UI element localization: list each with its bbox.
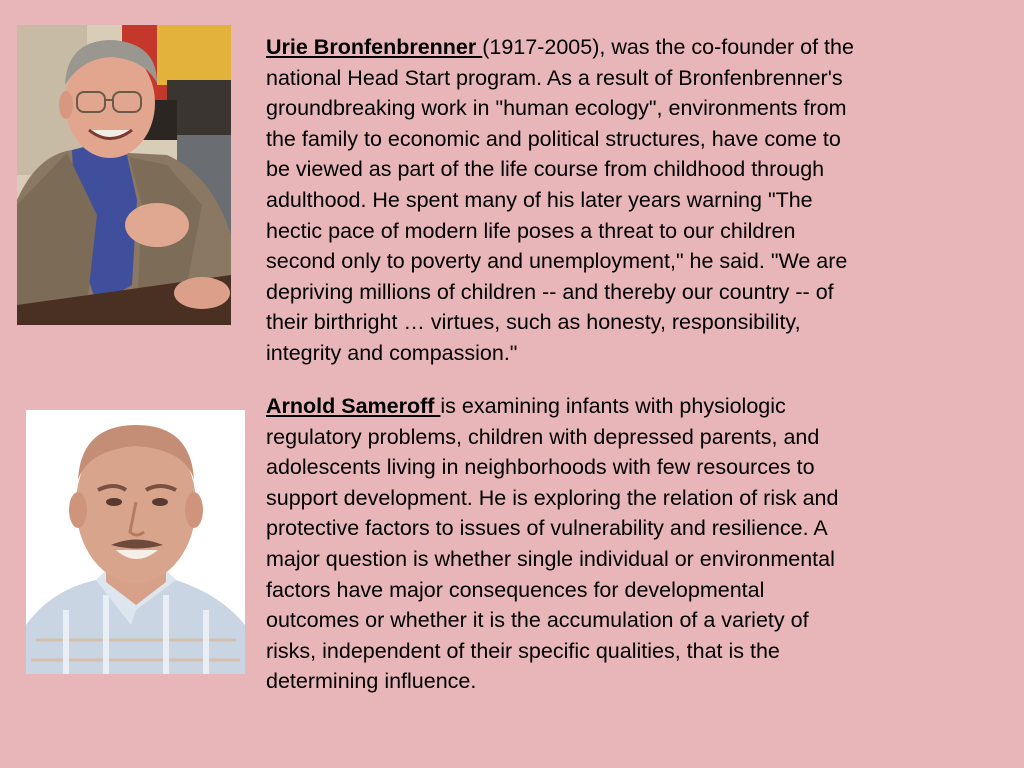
bio-text: (1917-2005), was the co-founder of the bbox=[482, 35, 854, 59]
sameroff-photo bbox=[26, 410, 245, 674]
bio-line: their birthright … virtues, such as honesty, responsibility, bbox=[266, 310, 801, 335]
bronfenbrenner-photo bbox=[17, 25, 231, 325]
bio-line: factors have major consequences for developmental bbox=[266, 577, 765, 602]
bio-line: support development. He is exploring the relation of risk and bbox=[266, 485, 839, 510]
bio-line bbox=[266, 32, 986, 63]
bio-line: national Head Start program. As a result of Bronfenbrenner's bbox=[266, 65, 843, 90]
bio-line: protective factors to issues of vulnerability and resilience. A bbox=[266, 516, 828, 541]
bio-line: outcomes or whether it is the accumulation of a variety of bbox=[266, 608, 809, 633]
bio-line: groundbreaking work in "human ecology", environments from bbox=[266, 96, 847, 121]
bio-line: second only to poverty and unemployment," he said. "We are bbox=[266, 249, 848, 274]
bio-line: adolescents living in neighborhoods with few resources to bbox=[266, 455, 815, 480]
person-name-link[interactable]: Arnold Sameroff bbox=[266, 394, 441, 418]
bio-line: regulatory problems, children with depressed parents, and bbox=[266, 424, 820, 449]
bio-line: adulthood. He spent many of his later years warning "The bbox=[266, 187, 813, 212]
bio-line: integrity and compassion." bbox=[266, 340, 518, 365]
bio-line: determining influence. bbox=[266, 669, 477, 694]
bio-line: hectic pace of modern life poses a threat to our children bbox=[266, 218, 796, 243]
bio-line: be viewed as part of the life course from childhood through bbox=[266, 157, 825, 182]
bio-line: major question is whether single individual or environmental bbox=[266, 546, 835, 571]
bio-line: the family to economic and political structures, have come to bbox=[266, 126, 841, 151]
bio-line: risks, independent of their specific qualities, that is the bbox=[266, 638, 780, 663]
bio-text: is examining infants with physiologic bbox=[440, 394, 786, 418]
bio-line: depriving millions of children -- and thereby our country -- of bbox=[266, 279, 834, 304]
sameroff-bio bbox=[266, 391, 986, 697]
person-name-link[interactable]: Urie Bronfenbrenner bbox=[266, 35, 483, 59]
bio-line bbox=[266, 391, 986, 422]
bronfenbrenner-bio bbox=[266, 32, 986, 369]
